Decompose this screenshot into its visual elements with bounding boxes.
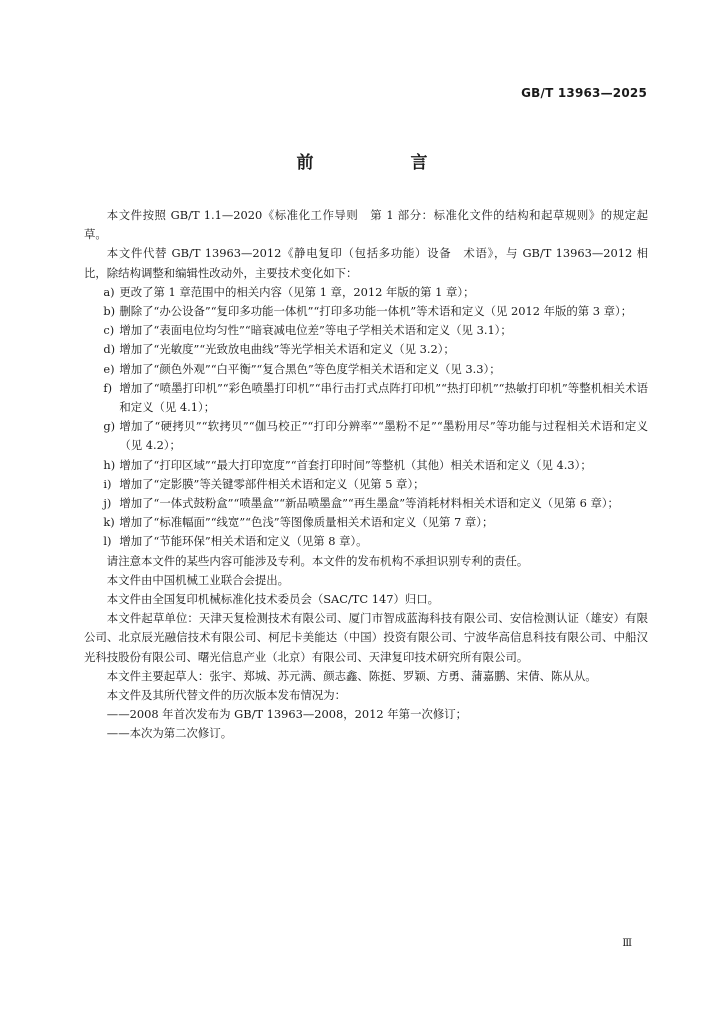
change-marker: c) xyxy=(103,323,115,338)
page-number: Ⅲ xyxy=(622,938,632,949)
change-text: 增加了“光敏度”“光致放电曲线”等光学相关术语和定义（见 3.2）； xyxy=(119,342,455,357)
change-text: 增加了“定影膜”等关键零部件相关术语和定义（见第 5 章）； xyxy=(119,476,425,491)
change-marker: k) xyxy=(103,515,115,530)
change-item-h xyxy=(84,456,648,475)
change-text: 增加了“标准幅面”“线宽”“色浅”等图像质量相关术语和定义（见第 7 章）； xyxy=(119,515,494,530)
change-text: 增加了“打印区域”“最大打印宽度”“首套打印时间”等整机（其他）相关术语和定义（见 4.3）； xyxy=(119,457,592,472)
change-text: 增加了“节能环保”相关术语和定义（见第 8 章）。 xyxy=(119,534,368,549)
proposer-statement: 本文件由中国机械工业联合会提出。 xyxy=(106,572,290,587)
history-item-2: ——本次为第二次修订。 xyxy=(106,726,233,741)
change-marker: f) xyxy=(103,380,113,395)
change-item-a xyxy=(84,283,648,302)
change-marker: e) xyxy=(103,361,115,376)
foreword-body xyxy=(84,206,648,744)
history-intro: 本文件及其所代替文件的历次版本发布情况为： xyxy=(106,688,347,703)
change-item-b xyxy=(84,302,648,321)
change-marker: l) xyxy=(103,534,112,549)
history-item-1: ——2008 年首次发布为 GB/T 13963—2008，2012 年第一次修订； xyxy=(106,707,468,722)
standard-code: GB/T 13963—2025 xyxy=(521,86,647,100)
change-text: 删除了“办公设备”“复印多功能一体机”“打印多功能一体机”等术语和定义（见 2012 年版的第 3 章）； xyxy=(119,304,633,319)
change-marker: h) xyxy=(103,457,116,472)
intro-paragraph-2: 本文件代替 GB/T 13963—2012《静电复印（包括多功能）设备 术语》，与 GB/T 13963—2012 相比，除结构调整和编辑性改动外，主要技术变化如下： xyxy=(84,246,648,280)
change-item-e xyxy=(84,360,648,379)
change-item-c xyxy=(84,321,648,340)
intro-paragraph-1: 本文件按照 GB/T 1.1—2020《标准化工作导则 第 1 部分：标准化文件的结构和起草规则》的规定起草。 xyxy=(84,208,648,242)
changes-list xyxy=(84,283,648,552)
change-item-f xyxy=(84,379,648,417)
patent-notice: 请注意本文件的某些内容可能涉及专利。本文件的发布机构不承担识别专利的责任。 xyxy=(106,553,529,568)
page-title: 前 言 xyxy=(296,153,468,173)
drafters: 本文件主要起草人：张宇、郑城、苏元满、颜志鑫、陈挺、罗颖、方勇、蒲嘉鹏、宋倩、陈从从。 xyxy=(106,668,597,683)
change-text: 增加了“一体式鼓粉盒”“喷墨盒”“新品喷墨盒”“再生墨盒”等消耗材料相关术语和定义（见第 6 章）； xyxy=(119,496,619,511)
change-item-j xyxy=(84,494,648,513)
change-text: 增加了“表面电位均匀性”“暗衰减电位差”等电子学相关术语和定义（见 3.1）； xyxy=(119,323,512,338)
change-text: 更改了第 1 章范围中的相关内容（见第 1 章，2012 年版的第 1 章）； xyxy=(119,284,475,299)
change-item-k xyxy=(84,513,648,532)
change-text: 增加了“喷墨打印机”“彩色喷墨打印机”“串行击打式点阵打印机”“热打印机”“热敏打印机”等整机相关术语和定义（见 4.1）； xyxy=(119,380,648,415)
committee-statement: 本文件由全国复印机械标准化技术委员会（SAC/TC 147）归口。 xyxy=(106,592,440,607)
change-item-l xyxy=(84,532,648,551)
change-marker: g) xyxy=(103,419,116,434)
change-marker: j) xyxy=(103,496,112,511)
change-text: 增加了“颜色外观”“白平衡”“复合黑色”等色度学相关术语和定义（见 3.3）； xyxy=(119,361,501,376)
drafting-organizations: 本文件起草单位：天津天复检测技术有限公司、厦门市智成蓝海科技有限公司、安信检测认证（雄安）有限公司、北京辰光融信技术有限公司、柯尼卡美能达（中国）投资有限公司、宁波华高信息科技有限公司、中船汉光科技股份有限公司、曙光信息产业（北京）有限公司、天津复印技术研究所有限公司。 xyxy=(84,611,648,664)
change-marker: d) xyxy=(103,342,116,357)
change-item-i xyxy=(84,475,648,494)
change-marker: a) xyxy=(103,284,115,299)
change-item-g xyxy=(84,417,648,455)
change-item-d xyxy=(84,340,648,359)
change-marker: i) xyxy=(103,476,112,491)
change-text: 增加了“硬拷贝”“软拷贝”“伽马校正”“打印分辨率”“墨粉不足”“墨粉用尽”等功能与过程相关术语和定义（见 4.2）； xyxy=(119,419,648,453)
change-marker: b) xyxy=(103,304,116,319)
